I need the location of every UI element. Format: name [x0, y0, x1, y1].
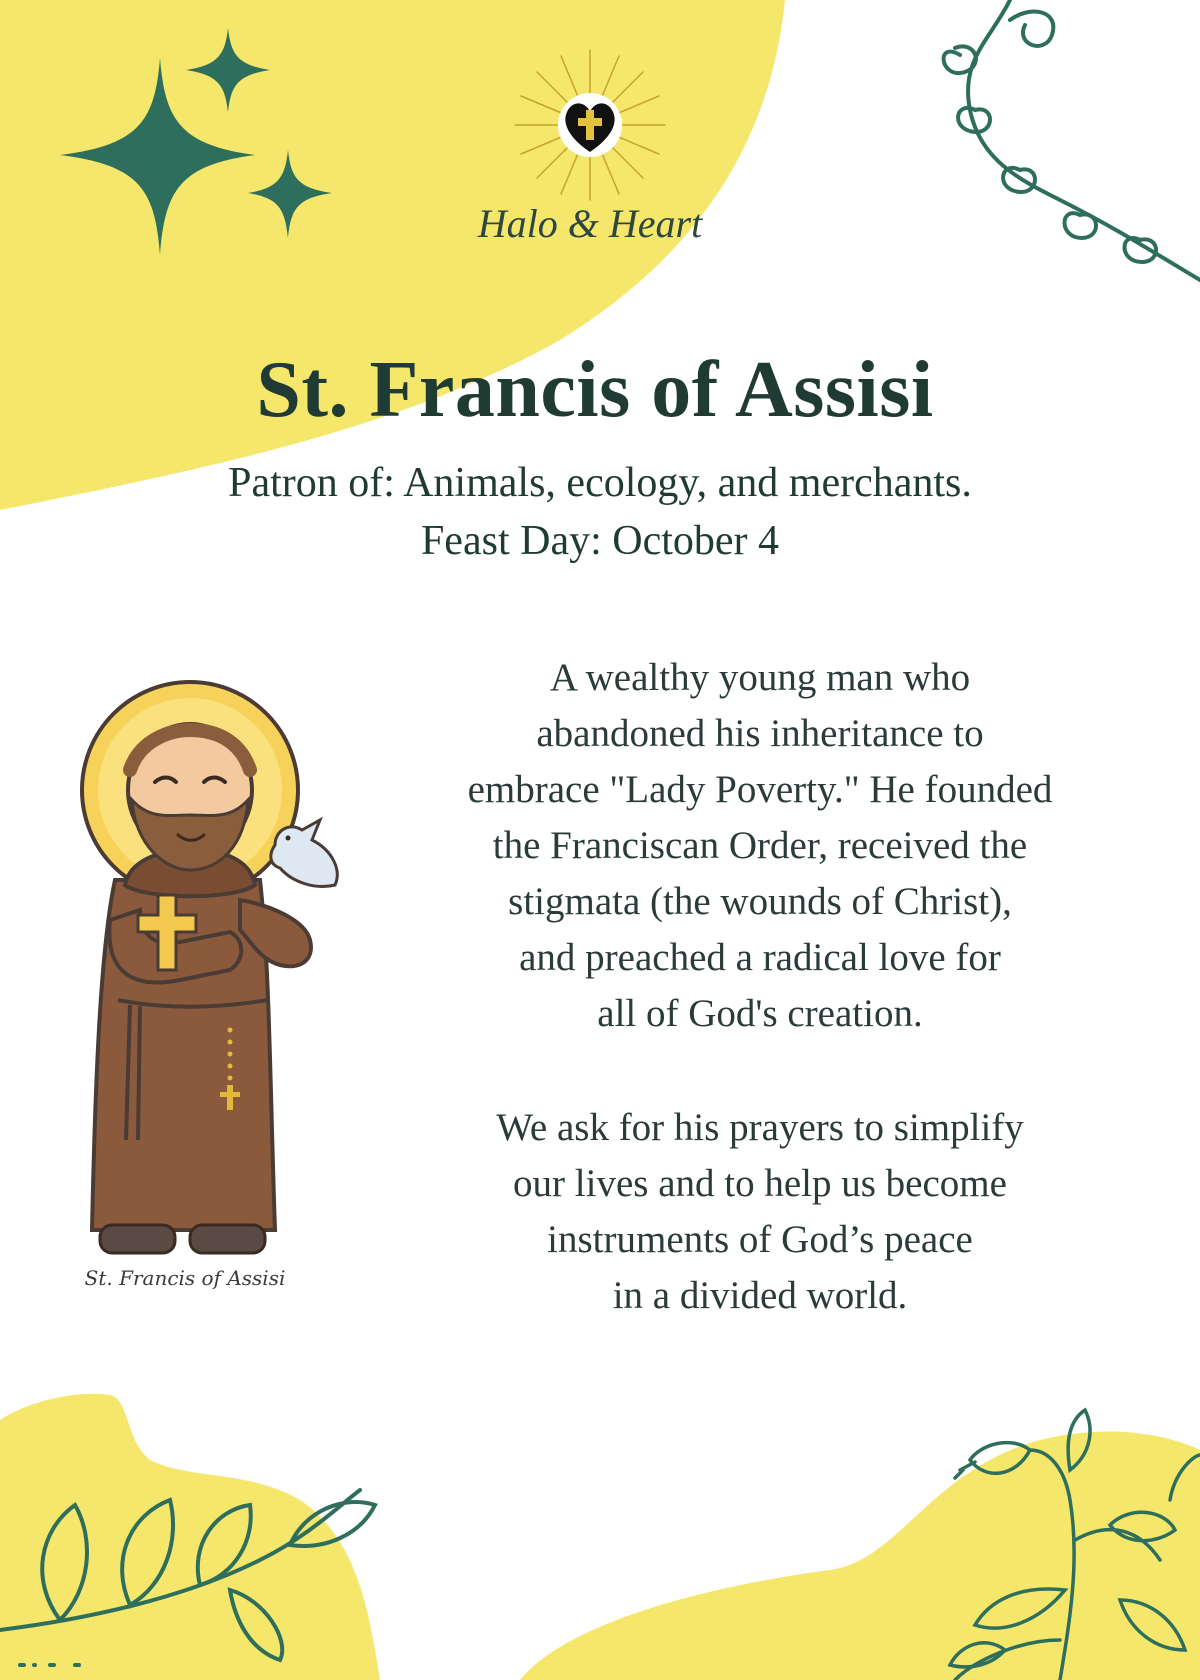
feast-day-line: Feast Day: October 4 — [420, 518, 780, 564]
paragraph-line: the Franciscan Order, received the — [492, 824, 1028, 867]
paragraph-line: and preached a radical love for — [519, 936, 1001, 979]
paragraph-line: embrace "Lady Poverty." He founded — [467, 768, 1053, 811]
paragraph-line: in a divided world. — [612, 1274, 908, 1317]
description-paragraph-2 — [410, 1100, 1110, 1324]
illustration-caption: St. Francis of Assisi — [84, 1266, 286, 1290]
sunburst-heart-cross-icon — [510, 40, 670, 210]
paragraph-line: A wealthy young man who — [549, 656, 971, 699]
saint-illustration — [70, 670, 370, 1310]
paragraph-line: all of God's creation. — [597, 992, 923, 1035]
paragraph-line: We ask for his prayers to simplify — [496, 1106, 1024, 1149]
page-title: St. Francis of Assisi — [256, 346, 934, 434]
paragraph-line: abandoned his inheritance to — [536, 712, 984, 755]
description-paragraph-1 — [410, 650, 1110, 1042]
bottom-left-yellow-blob — [0, 1394, 380, 1680]
paragraph-line: stigmata (the wounds of Christ), — [508, 880, 1012, 923]
brand-name: Halo & Heart — [477, 201, 703, 246]
paragraph-line: instruments of God’s peace — [547, 1218, 973, 1261]
bottom-right-yellow-blob — [520, 1431, 1200, 1680]
patron-line: Patron of: Animals, ecology, and merchants. — [228, 460, 972, 506]
vine-swirl — [944, 0, 1200, 280]
paragraph-line: our lives and to help us become — [513, 1162, 1007, 1205]
